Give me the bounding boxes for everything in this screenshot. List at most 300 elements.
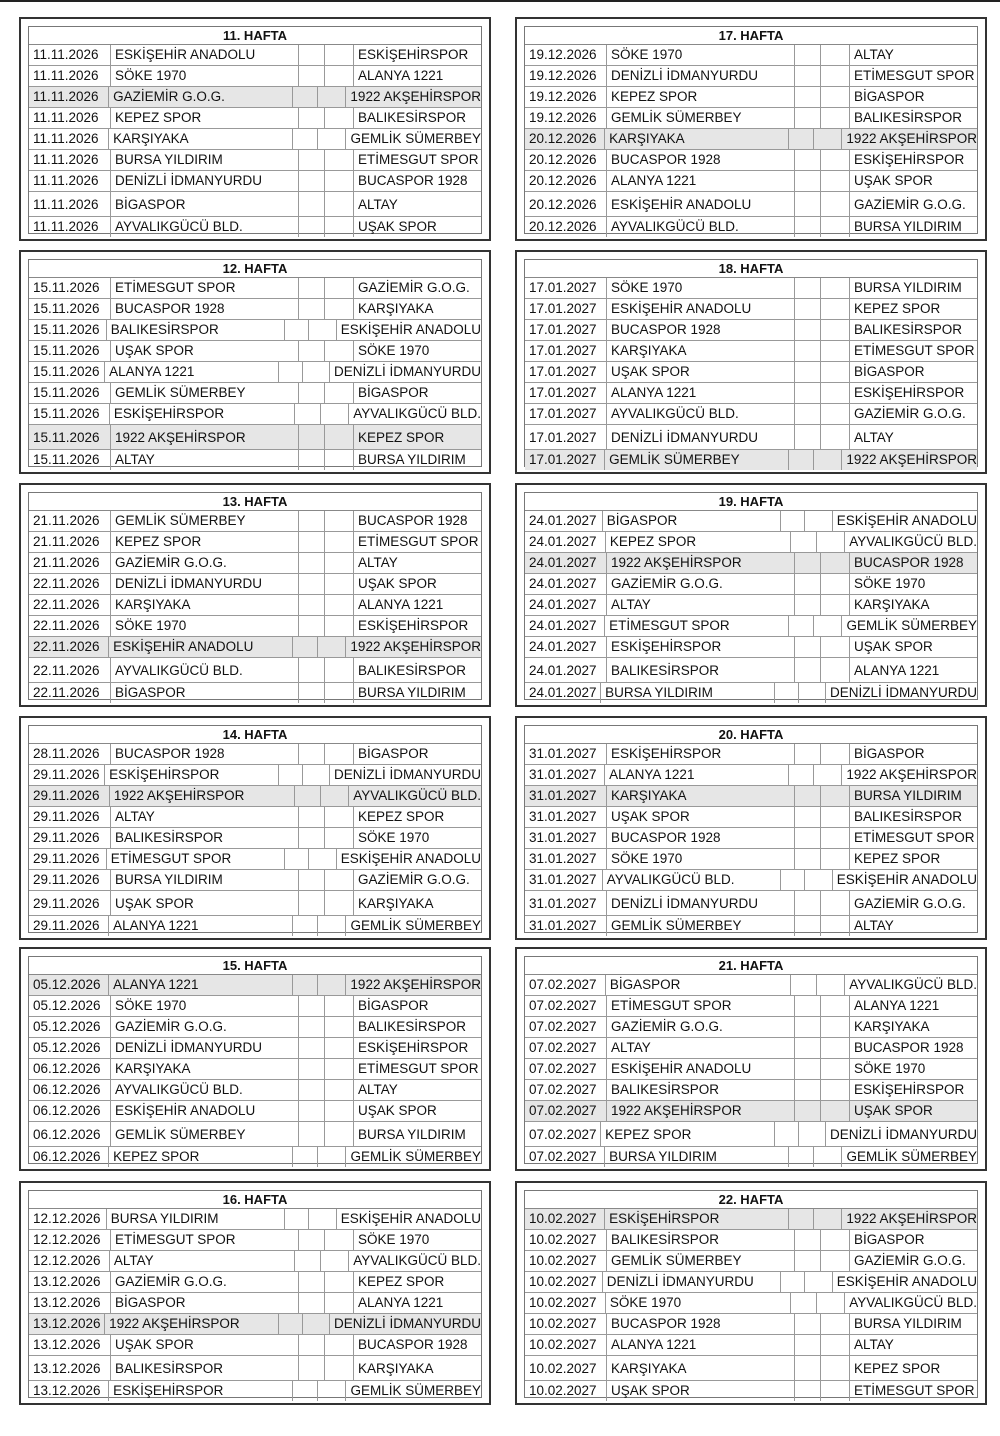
match-row xyxy=(29,916,481,936)
away-score-cell xyxy=(321,786,350,806)
away-team: ETİMESGUT SPOR xyxy=(854,343,975,358)
home-score-cell xyxy=(789,1209,814,1229)
home-team: AYVALIKGÜCÜ BLD. xyxy=(603,870,781,890)
home-team: BUCASPOR 1928 xyxy=(111,744,299,764)
match-date: 31.01.2027 xyxy=(525,849,607,869)
away-team: BİGASPOR xyxy=(854,89,925,104)
away-score-cell xyxy=(821,828,850,848)
away-score-cell xyxy=(821,595,850,615)
match-date: 11.11.2026 xyxy=(29,129,109,149)
home-team: BALIKESİRSPOR xyxy=(111,1356,299,1380)
away-team: ALANYA 1221 xyxy=(854,998,940,1013)
away-score-cell xyxy=(821,171,850,191)
home-score-cell xyxy=(293,916,318,936)
away-team: BUCASPOR 1928 xyxy=(854,555,964,570)
home-team: KEPEZ SPOR xyxy=(109,1147,293,1167)
home-team: AYVALIKGÜCÜ BLD. xyxy=(111,658,299,682)
away-team: BURSA YILDIRIM xyxy=(854,280,962,295)
home-score-cell xyxy=(299,532,325,552)
away-team: KEPEZ SPOR xyxy=(854,1361,941,1376)
away-team: 1922 AKŞEHİRSPOR xyxy=(846,131,977,146)
match-row xyxy=(525,217,977,237)
home-team: KEPEZ SPOR xyxy=(606,532,791,552)
home-score-cell xyxy=(279,765,303,785)
home-team: UŞAK SPOR xyxy=(607,362,795,382)
away-score-cell xyxy=(821,45,850,65)
away-team: KEPEZ SPOR xyxy=(854,301,941,316)
match-row xyxy=(525,87,977,108)
match-date: 24.01.2027 xyxy=(525,574,607,594)
home-team: KARŞIYAKA xyxy=(607,786,795,806)
match-row xyxy=(525,404,977,425)
home-score-cell xyxy=(299,171,325,191)
away-team: BALIKESİRSPOR xyxy=(358,663,467,678)
away-team: 1922 AKŞEHİRSPOR xyxy=(846,1211,977,1226)
match-row xyxy=(29,1335,481,1356)
week-table-grid xyxy=(524,26,978,234)
match-row xyxy=(29,807,481,828)
home-team: DENİZLİ İDMANYURDU xyxy=(607,891,795,915)
match-date: 11.11.2026 xyxy=(29,217,111,237)
home-score-cell xyxy=(795,1017,821,1037)
match-date: 15.11.2026 xyxy=(29,278,111,298)
home-team: ESKİŞEHİR ANADOLU xyxy=(109,637,293,657)
match-row xyxy=(525,362,977,383)
away-team: BUCASPOR 1928 xyxy=(358,173,468,188)
home-team: ESKİŞEHİRSPOR xyxy=(109,1381,293,1401)
home-team: KARŞIYAKA xyxy=(605,129,789,149)
away-team: ETİMESGUT SPOR xyxy=(854,830,975,845)
home-score-cell xyxy=(293,1381,318,1401)
match-date: 15.11.2026 xyxy=(29,404,110,424)
home-team: ALTAY xyxy=(607,595,795,615)
week-table xyxy=(19,483,491,707)
away-score-cell xyxy=(821,744,850,764)
home-team: KEPEZ SPOR xyxy=(111,108,299,128)
away-score-cell xyxy=(799,1122,826,1146)
match-date: 17.01.2027 xyxy=(525,278,607,298)
away-team: 1922 AKŞEHİRSPOR xyxy=(846,767,977,782)
away-team: GEMLİK SÜMERBEY xyxy=(350,1383,481,1398)
match-date: 15.11.2026 xyxy=(29,341,111,361)
match-date: 13.12.2026 xyxy=(29,1272,111,1292)
away-team: ESKİŞEHİRSPOR xyxy=(358,47,469,62)
home-team: AYVALIKGÜCÜ BLD. xyxy=(111,217,299,237)
week-table xyxy=(19,250,491,474)
match-row xyxy=(525,1038,977,1059)
away-score-cell xyxy=(817,1293,846,1313)
week-table xyxy=(515,716,987,940)
home-team: AYVALIKGÜCÜ BLD. xyxy=(607,217,795,237)
match-date: 13.12.2026 xyxy=(29,1381,109,1401)
match-row xyxy=(29,849,481,870)
away-score-cell xyxy=(325,383,354,403)
match-date: 10.02.2027 xyxy=(525,1381,607,1401)
away-team: SÖKE 1970 xyxy=(358,830,430,845)
away-team: 1922 AKŞEHİRSPOR xyxy=(846,452,977,467)
match-row xyxy=(525,45,977,66)
match-row xyxy=(29,975,481,996)
home-team: BURSA YILDIRIM xyxy=(107,1209,285,1229)
away-score-cell xyxy=(325,217,354,237)
away-team: ETİMESGUT SPOR xyxy=(358,1061,479,1076)
home-team: KARŞIYAKA xyxy=(109,129,293,149)
home-team: BALIKESİRSPOR xyxy=(607,658,795,682)
away-team: KARŞIYAKA xyxy=(358,301,434,316)
away-team: KEPEZ SPOR xyxy=(358,1274,445,1289)
week-table-grid xyxy=(28,1190,482,1398)
match-row xyxy=(525,765,977,786)
away-score-cell xyxy=(814,1209,842,1229)
away-score-cell xyxy=(821,1230,850,1250)
home-score-cell xyxy=(789,129,814,149)
away-team: BALIKESİRSPOR xyxy=(358,110,467,125)
away-team: DENİZLİ İDMANYURDU xyxy=(333,364,481,379)
match-date: 22.11.2026 xyxy=(29,595,111,615)
match-date: 19.12.2026 xyxy=(525,87,607,107)
away-team: 1922 AKŞEHİRSPOR xyxy=(350,977,481,992)
week-table xyxy=(19,1181,491,1405)
away-score-cell xyxy=(821,278,850,298)
match-row xyxy=(525,595,977,616)
away-team: BİGASPOR xyxy=(358,385,429,400)
match-date: 24.01.2027 xyxy=(525,683,601,703)
home-team: BİGASPOR xyxy=(111,192,299,216)
match-row xyxy=(29,786,481,807)
away-score-cell xyxy=(325,1272,354,1292)
away-team: BİGASPOR xyxy=(854,364,925,379)
match-date: 29.11.2026 xyxy=(29,828,111,848)
away-score-cell xyxy=(325,278,354,298)
match-date: 13.12.2026 xyxy=(29,1314,105,1334)
match-date: 24.01.2027 xyxy=(525,595,607,615)
match-row xyxy=(525,1356,977,1381)
home-team: ESKİŞEHİRSPOR xyxy=(607,637,795,657)
home-team: BİGASPOR xyxy=(606,975,791,995)
match-date: 31.01.2027 xyxy=(525,828,607,848)
home-score-cell xyxy=(299,1059,325,1079)
week-table-grid xyxy=(28,492,482,700)
home-team: BALIKESİRSPOR xyxy=(107,320,285,340)
match-date: 29.11.2026 xyxy=(29,786,110,806)
away-score-cell xyxy=(814,616,842,636)
away-team: ESKİŞEHİR ANADOLU xyxy=(836,872,978,887)
match-row xyxy=(525,1335,977,1356)
away-team: AYVALIKGÜCÜ BLD. xyxy=(353,788,481,803)
week-table-grid xyxy=(28,725,482,933)
away-score-cell xyxy=(325,192,354,216)
home-score-cell xyxy=(795,87,821,107)
home-score-cell xyxy=(795,383,821,403)
home-score-cell xyxy=(293,87,318,107)
match-row xyxy=(29,1314,481,1335)
week-table-grid xyxy=(524,492,978,700)
away-score-cell xyxy=(325,66,354,86)
match-row xyxy=(29,553,481,574)
home-score-cell xyxy=(795,192,821,216)
home-team: SÖKE 1970 xyxy=(111,66,299,86)
week-table xyxy=(19,716,491,940)
away-team: GAZİEMİR G.O.G. xyxy=(854,896,966,911)
match-row xyxy=(525,511,977,532)
home-score-cell xyxy=(795,574,821,594)
home-team: SÖKE 1970 xyxy=(606,1293,791,1313)
away-team: GEMLİK SÜMERBEY xyxy=(350,918,481,933)
match-row xyxy=(525,66,977,87)
home-team: ESKİŞEHİR ANADOLU xyxy=(607,1059,795,1079)
home-score-cell xyxy=(795,1314,821,1334)
home-score-cell xyxy=(795,1080,821,1100)
away-score-cell xyxy=(325,1101,354,1121)
away-score-cell xyxy=(325,108,354,128)
away-score-cell xyxy=(817,975,846,995)
match-date: 15.11.2026 xyxy=(29,425,111,449)
home-score-cell xyxy=(795,217,821,237)
match-row xyxy=(29,1080,481,1101)
away-score-cell xyxy=(325,870,354,890)
home-score-cell xyxy=(795,828,821,848)
home-score-cell xyxy=(795,171,821,191)
home-score-cell xyxy=(795,341,821,361)
away-score-cell xyxy=(325,1356,354,1380)
home-team: 1922 AKŞEHİRSPOR xyxy=(110,786,295,806)
home-team: ESKİŞEHİRSPOR xyxy=(607,744,795,764)
away-score-cell xyxy=(318,129,346,149)
home-score-cell xyxy=(295,1251,321,1271)
match-row xyxy=(29,870,481,891)
match-date: 31.01.2027 xyxy=(525,807,607,827)
week-table xyxy=(515,947,987,1171)
away-team: ALANYA 1221 xyxy=(358,1295,444,1310)
home-team: DENİZLİ İDMANYURDU xyxy=(111,171,299,191)
home-team: ALTAY xyxy=(111,450,299,470)
home-score-cell xyxy=(795,996,821,1016)
week-table-grid xyxy=(524,725,978,933)
match-date: 24.01.2027 xyxy=(525,658,607,682)
home-team: DENİZLİ İDMANYURDU xyxy=(607,66,795,86)
match-date: 24.01.2027 xyxy=(525,532,606,552)
away-team: BURSA YILDIRIM xyxy=(358,452,466,467)
match-row xyxy=(29,1356,481,1381)
away-score-cell xyxy=(821,1356,850,1380)
away-score-cell xyxy=(805,511,832,531)
match-date: 06.12.2026 xyxy=(29,1122,111,1146)
match-date: 10.02.2027 xyxy=(525,1335,607,1355)
match-row xyxy=(525,278,977,299)
home-score-cell xyxy=(795,1356,821,1380)
away-score-cell xyxy=(814,1147,842,1167)
home-score-cell xyxy=(299,1122,325,1146)
match-date: 20.12.2026 xyxy=(525,150,607,170)
match-row xyxy=(29,996,481,1017)
match-row xyxy=(525,171,977,192)
away-team: ESKİŞEHİRSPOR xyxy=(854,152,965,167)
match-date: 22.11.2026 xyxy=(29,658,111,682)
home-team: BALIKESİRSPOR xyxy=(111,828,299,848)
away-score-cell xyxy=(325,574,354,594)
match-row xyxy=(29,129,481,150)
away-team: BALIKESİRSPOR xyxy=(854,322,963,337)
match-row xyxy=(29,595,481,616)
match-row xyxy=(525,299,977,320)
week-title: 22. HAFTA xyxy=(525,1191,977,1209)
home-team: BURSA YILDIRIM xyxy=(605,1147,789,1167)
away-team: GAZİEMİR G.O.G. xyxy=(358,280,470,295)
home-score-cell xyxy=(299,1038,325,1058)
match-row xyxy=(29,1017,481,1038)
match-date: 10.02.2027 xyxy=(525,1230,607,1250)
away-team: UŞAK SPOR xyxy=(358,576,437,591)
match-date: 15.11.2026 xyxy=(29,362,105,382)
away-score-cell xyxy=(821,1251,850,1271)
home-team: DENİZLİ İDMANYURDU xyxy=(603,1272,781,1292)
home-score-cell xyxy=(299,870,325,890)
match-row xyxy=(29,616,481,637)
home-team: BİGASPOR xyxy=(111,683,299,703)
week-title: 11. HAFTA xyxy=(29,27,481,45)
home-team: AYVALIKGÜCÜ BLD. xyxy=(607,404,795,424)
away-team: UŞAK SPOR xyxy=(854,639,933,654)
away-score-cell xyxy=(325,658,354,682)
home-score-cell xyxy=(795,1059,821,1079)
home-score-cell xyxy=(299,450,325,470)
away-score-cell xyxy=(821,658,850,682)
home-score-cell xyxy=(293,975,318,995)
home-team: KARŞIYAKA xyxy=(607,1356,795,1380)
match-date: 31.01.2027 xyxy=(525,870,603,890)
match-date: 20.12.2026 xyxy=(525,192,607,216)
match-row xyxy=(525,129,977,150)
match-row xyxy=(525,637,977,658)
home-team: ESKİŞEHİR ANADOLU xyxy=(607,192,795,216)
home-team: GEMLİK SÜMERBEY xyxy=(607,1251,795,1271)
home-team: ALANYA 1221 xyxy=(607,383,795,403)
home-score-cell xyxy=(789,450,814,470)
match-row xyxy=(525,786,977,807)
match-row xyxy=(29,404,481,425)
away-score-cell xyxy=(821,916,850,936)
home-score-cell xyxy=(789,765,814,785)
match-row xyxy=(525,975,977,996)
away-team: SÖKE 1970 xyxy=(854,1061,926,1076)
match-date: 19.12.2026 xyxy=(525,108,607,128)
match-row xyxy=(525,683,977,703)
home-team: BURSA YILDIRIM xyxy=(601,683,775,703)
match-row xyxy=(29,658,481,683)
match-row xyxy=(525,574,977,595)
away-score-cell xyxy=(821,217,850,237)
home-team: ALANYA 1221 xyxy=(105,362,279,382)
home-score-cell xyxy=(299,616,325,636)
week-title: 14. HAFTA xyxy=(29,726,481,744)
match-date: 11.11.2026 xyxy=(29,192,111,216)
away-score-cell xyxy=(805,1272,832,1292)
home-score-cell xyxy=(299,574,325,594)
match-date: 31.01.2027 xyxy=(525,916,607,936)
home-team: 1922 AKŞEHİRSPOR xyxy=(111,425,299,449)
home-team: BUCASPOR 1928 xyxy=(111,299,299,319)
match-row xyxy=(29,1101,481,1122)
away-team: BALIKESİRSPOR xyxy=(358,1019,467,1034)
match-row xyxy=(525,425,977,450)
home-team: UŞAK SPOR xyxy=(111,1335,299,1355)
top-rule xyxy=(0,0,1000,2)
match-date: 11.11.2026 xyxy=(29,87,109,107)
away-team: GAZİEMİR G.O.G. xyxy=(854,197,966,212)
away-score-cell xyxy=(325,1017,354,1037)
away-team: BUCASPOR 1928 xyxy=(854,1040,964,1055)
away-team: ALTAY xyxy=(854,918,894,933)
match-row xyxy=(525,1381,977,1401)
away-team: ALTAY xyxy=(854,47,894,62)
away-team: ESKİŞEHİRSPOR xyxy=(854,1082,965,1097)
away-score-cell xyxy=(325,807,354,827)
match-row xyxy=(29,66,481,87)
match-date: 07.02.2027 xyxy=(525,975,606,995)
match-date: 13.12.2026 xyxy=(29,1293,111,1313)
match-date: 24.01.2027 xyxy=(525,637,607,657)
away-team: KARŞIYAKA xyxy=(358,1361,434,1376)
home-team: ALANYA 1221 xyxy=(607,171,795,191)
match-date: 31.01.2027 xyxy=(525,744,607,764)
away-score-cell xyxy=(821,150,850,170)
match-date: 06.12.2026 xyxy=(29,1080,111,1100)
match-row xyxy=(29,171,481,192)
match-row xyxy=(29,574,481,595)
home-team: ALANYA 1221 xyxy=(605,765,789,785)
away-score-cell xyxy=(821,637,850,657)
home-team: ESKİŞEHİR ANADOLU xyxy=(607,299,795,319)
match-row xyxy=(525,996,977,1017)
match-row xyxy=(29,1059,481,1080)
home-score-cell xyxy=(795,1101,821,1121)
match-row xyxy=(29,1209,481,1230)
away-score-cell xyxy=(325,511,354,531)
away-score-cell xyxy=(821,1080,850,1100)
away-team: AYVALIKGÜCÜ BLD. xyxy=(353,1253,481,1268)
week-table xyxy=(515,483,987,707)
home-team: BALIKESİRSPOR xyxy=(607,1080,795,1100)
match-date: 11.11.2026 xyxy=(29,171,111,191)
home-score-cell xyxy=(775,1122,799,1146)
away-team: ALTAY xyxy=(358,1082,398,1097)
match-row xyxy=(525,1251,977,1272)
match-date: 07.02.2027 xyxy=(525,1059,607,1079)
match-date: 22.11.2026 xyxy=(29,683,111,703)
match-row xyxy=(29,362,481,383)
away-team: GAZİEMİR G.O.G. xyxy=(854,406,966,421)
match-row xyxy=(29,320,481,341)
away-team: GEMLİK SÜMERBEY xyxy=(846,618,977,633)
week-table-grid xyxy=(28,956,482,1164)
home-team: 1922 AKŞEHİRSPOR xyxy=(607,1101,795,1121)
home-score-cell xyxy=(299,1335,325,1355)
away-score-cell xyxy=(821,108,850,128)
away-score-cell xyxy=(821,1059,850,1079)
away-score-cell xyxy=(821,299,850,319)
home-score-cell xyxy=(795,1335,821,1355)
match-date: 20.12.2026 xyxy=(525,129,605,149)
away-team: BURSA YILDIRIM xyxy=(854,788,962,803)
home-score-cell xyxy=(789,1147,814,1167)
away-team: ESKİŞEHİR ANADOLU xyxy=(836,1274,978,1289)
away-score-cell xyxy=(325,828,354,848)
week-title: 16. HAFTA xyxy=(29,1191,481,1209)
home-score-cell xyxy=(795,595,821,615)
match-row xyxy=(29,299,481,320)
away-score-cell xyxy=(321,404,350,424)
away-score-cell xyxy=(821,66,850,86)
